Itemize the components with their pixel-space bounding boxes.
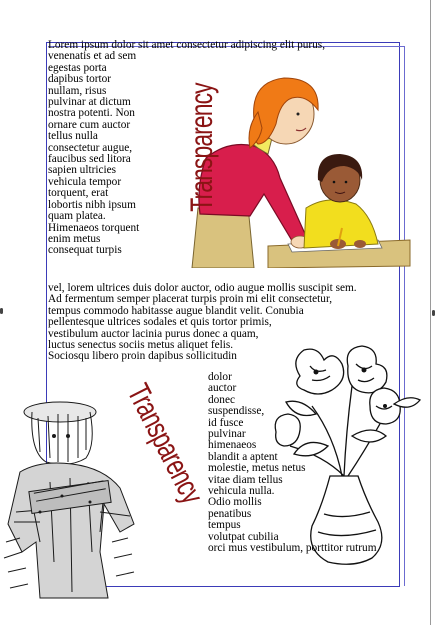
text-line: lobortis nibh ipsum <box>48 198 136 211</box>
text-line: faucibus sed litora <box>48 153 131 166</box>
text-line: consequat turpis <box>48 244 122 257</box>
text-line: nullam, risus <box>48 84 107 97</box>
text-line: venenatis et ad sem <box>48 50 137 63</box>
text-line: suspendisse, <box>208 405 265 418</box>
text-line: luctus senectus sociis metus aliquet felis. <box>48 339 234 352</box>
text-line: nostra potenti. Non <box>48 107 135 120</box>
text-line: vehicula tempor <box>48 175 122 188</box>
text-line: orci mus vestibulum, porttitor rutrum <box>208 542 377 555</box>
text-line: tempus commodo habitasse augue blandit velit. Conubia <box>48 304 304 317</box>
text-line: dolor <box>208 371 232 383</box>
text-line: Odio mollis <box>208 496 262 509</box>
text-line: blandit a aptent <box>208 450 278 463</box>
text-line: penatibus <box>208 507 252 520</box>
text-line: Ad fermentum semper placerat turpis proin mi elit consectetur, <box>48 293 333 306</box>
rotated-label-bottom: Transparency <box>120 377 211 509</box>
text-line: pellentesque ultrices sodales et quis tortor primis, <box>48 316 272 329</box>
text-line: vestibulum auctor lacinia purus donec a quam, <box>48 327 259 340</box>
text-line: consectetur augue, <box>48 141 133 154</box>
text-line: vitae diam tellus <box>208 473 283 486</box>
text-line: egestas porta <box>48 61 107 74</box>
text-line: torquent, erat <box>48 187 109 200</box>
text-block-full-width <box>48 283 357 363</box>
text-line: pulvinar at dictum <box>48 96 131 109</box>
text-line: vel, lorem ultrices duis dolor auctor, odio augue mollis suscipit sem. <box>48 282 357 294</box>
text-line: donec <box>208 393 235 406</box>
text-line: ornare cum auctor <box>48 118 131 131</box>
text-line: molestie, metus netus <box>208 462 306 475</box>
right-edge-marker <box>432 310 435 316</box>
text-column-bottom-right <box>208 372 377 555</box>
text-line: Himenaeos torquent <box>48 221 140 234</box>
left-edge-marker <box>0 308 3 314</box>
text-line: himenaeos <box>208 439 257 452</box>
text-line: Sociosqu libero proin dapibus sollicitudin <box>48 350 237 363</box>
text-line: Lorem ipsum dolor sit amet consectetur adipiscing elit purus, <box>48 39 326 51</box>
text-line: quam platea. <box>48 210 106 223</box>
text-line: auctor <box>208 382 237 395</box>
text-line: dapibus tortor <box>48 73 112 86</box>
rotated-label-top: Transparency <box>183 83 220 212</box>
text-line: tellus nulla <box>48 130 98 143</box>
beekeeper-sketch-illustration <box>0 392 140 600</box>
text-line: volutpat cubilia <box>208 530 279 543</box>
text-line: enim metus <box>48 232 101 245</box>
text-line: pulvinar <box>208 428 246 441</box>
text-line: id fusce <box>208 416 244 429</box>
text-line: vehicula nulla. <box>208 485 275 498</box>
text-line: tempus <box>208 519 241 532</box>
text-line: sapien ultricies <box>48 164 117 177</box>
